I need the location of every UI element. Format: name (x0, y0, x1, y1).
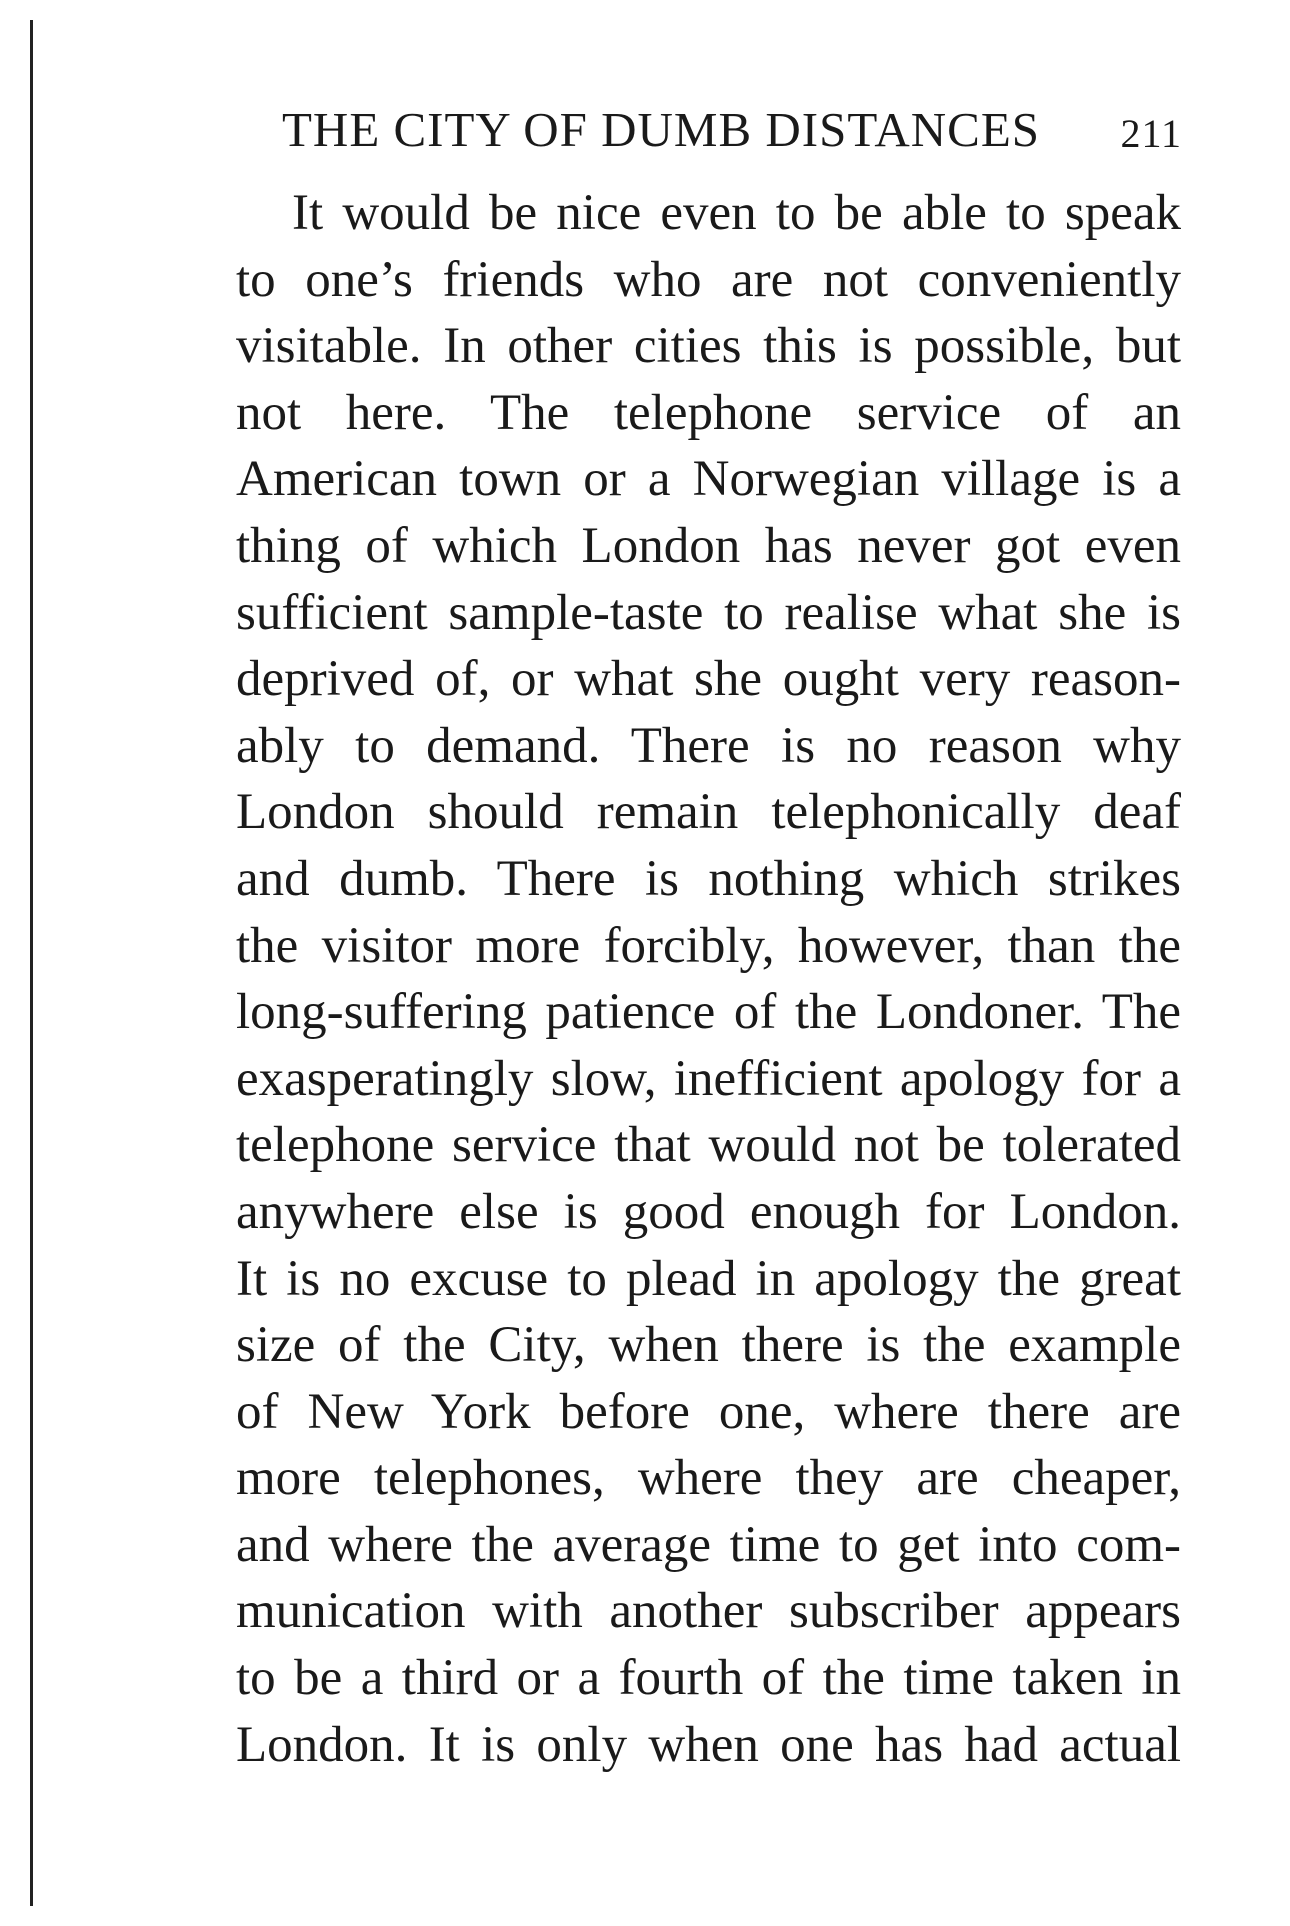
text-line: and where the average time to get into com- (236, 1516, 1181, 1573)
text-line: to be a third or a fourth of the time taken in (236, 1650, 1181, 1707)
text-line: ably to demand. There is no reason why (236, 717, 1181, 774)
page-number: 211 (1120, 111, 1182, 156)
text-line: London. It is only when one has had actual (236, 1716, 1181, 1773)
text-line: anywhere else is good enough for London. (236, 1183, 1181, 1240)
text-line: deprived of, or what she ought very reason- (236, 651, 1181, 708)
text-line: to one’s friends who are not conveniently (236, 251, 1181, 308)
text-line: American town or a Norwegian village is a (236, 451, 1181, 508)
text-line: telephone service that would not be tolerated (236, 1117, 1181, 1174)
body-text (236, 180, 1181, 1778)
running-head-title: THE CITY OF DUMB DISTANCES (282, 102, 1041, 157)
page-edge-line (30, 20, 33, 1906)
text-line: long-suffering patience of the Londoner. The (236, 984, 1181, 1041)
text-line: more telephones, where they are cheaper, (236, 1450, 1181, 1507)
text-line: and dumb. There is nothing which strikes (236, 850, 1181, 907)
text-line: London should remain telephonically deaf (236, 784, 1181, 841)
text-line: thing of which London has never got even (236, 517, 1181, 574)
text-line: sufficient sample-taste to realise what she is (236, 584, 1181, 641)
text-line: the visitor more forcibly, however, than the (236, 917, 1181, 974)
text-line: It would be nice even to be able to speak (292, 185, 1181, 241)
text-line: exasperatingly slow, inefficient apology for a (236, 1050, 1181, 1107)
text-line: not here. The telephone service of an (236, 384, 1181, 441)
text-line: of New York before one, where there are (236, 1383, 1181, 1440)
text-line: munication with another subscriber appears (236, 1583, 1181, 1640)
text-line: visitable. In other cities this is possible, but (236, 318, 1181, 375)
text-line: It is no excuse to plead in apology the great (236, 1250, 1181, 1307)
text-line: size of the City, when there is the example (236, 1317, 1181, 1374)
running-head (282, 100, 1192, 160)
